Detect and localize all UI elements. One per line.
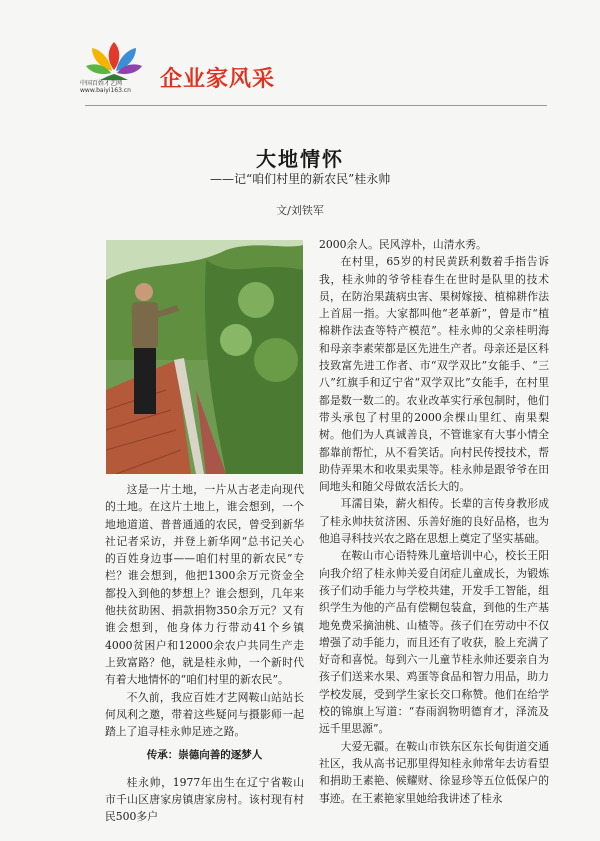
article-title: 大地情怀 (256, 147, 344, 171)
body-paragraph: 这是一片土地，一片从古老走向现代的土地。在这片土地上，谁会想到，一个地地道道、普普通通的农民，曾受到新华社记者采访，并登上新华网“总书记关心的百姓身边事——咱们村里的新农民”专栏？谁会想到，他把1300余万元资金全都投入到他的梦想上？谁会想到，几年来他扶贫助困、捐款捐物350余万元？又有谁会想到，他身体力行带动41个乡镇4000贫困户和12000余农户共同生产走上致富路？他，就是桂永帅，一个新时代有着大地情怀的“咱们村里的新农民”。 (105, 483, 304, 687)
page-header (0, 0, 600, 110)
body-paragraph: 在村里，65岁的村民黄跃利数着手指告诉我，桂永帅的爷爷桂春生在世时是队里的技术员，在防治果蔬病虫害、果树嫁接、植棉耕作法上首屈一指。大家都叫他“老革新”，曾是市“植棉耕作法查等特产模范”。桂永帅的父亲桂明海和母亲李素荣都是区先进生产者。母亲还是区科技致富先进工作者、市“双学双比”女能手、“三八”红旗手和辽宁省“双学双比”女能手，在村里都是数一数二的。农业改革实行承包制时，他们带头承包了村里的2000余棵山里红、南果梨树。他们为人真诚善良，不管谁家有大事小情全都靠前帮忙，从不看笑话。向村民传授技术，帮助侍弄果木和收果卖果等。桂永帅是跟爷爷在田间地头和随父母做农活长大的。 (319, 255, 549, 494)
header-divider (85, 105, 547, 106)
article-byline: 文/刘铁军 (276, 204, 324, 217)
logo-line-url: www.baiyi163.cn (80, 87, 131, 94)
body-paragraph: 在鞍山市心语特殊儿童培训中心，校长王阳向我介绍了桂永帅关爱自闭症儿童成长，为锻炼孩子们动手能力与学校共建，开发手工智能，组织学生为他的产品有偿糊包装盒，到他的生产基地免费采摘油桃、山楂等。孩子们在劳动中不仅增强了动手能力，而且还有了收获，脸上充满了好奇和喜悦。每到六一儿童节桂永帅还要亲自为孩子们送来水果、鸡蛋等食品和智力用品，助力学校发展，受到学生家长交口称赞。他们在给学校的锦旗上写道：“春雨润物明德育才，泽流及远千里思源”。 (319, 549, 549, 736)
article-subtitle: ——记“咱们村里的新农民”桂永帅 (210, 172, 391, 186)
logo-line-name: 中国百姓才艺网 (80, 80, 123, 87)
body-paragraph: 耳濡目染，薪火相传。长辈的言传身教形成了桂永帅扶贫济困、乐善好施的良好品格，也为他追寻科技兴农之路在思想上奠定了坚实基础。 (319, 497, 549, 546)
left-column (105, 481, 304, 826)
body-paragraph: 大爱无疆。在鞍山市铁东区东长甸街道交通社区，我从高书记那里得知桂永帅常年去访看望和捐助王素艳、候耀财、徐显珍等五位低保户的事迹。在王素艳家里她给我讲述了桂永 (319, 739, 549, 805)
column-title: 企业家风采 (160, 67, 276, 92)
logo-text (80, 80, 131, 94)
body-paragraph: 桂永帅，1977年出生在辽宁省鞍山市千山区唐家房镇唐家房村。该村现有村民500多户 (105, 775, 304, 824)
body-paragraph-continuation: 2000余人。民风淳朴，山清水秀。 (319, 238, 487, 251)
body-paragraph: 不久前，我应百姓才艺网鞍山站站长何凤利之邀，带着这些疑问与摄影师一起踏上了追寻桂永帅足迹之路。 (105, 690, 304, 739)
article-photo (106, 240, 303, 474)
section-heading: 传承：崇德向善的逐梦人 (146, 749, 263, 762)
right-column (319, 236, 549, 807)
